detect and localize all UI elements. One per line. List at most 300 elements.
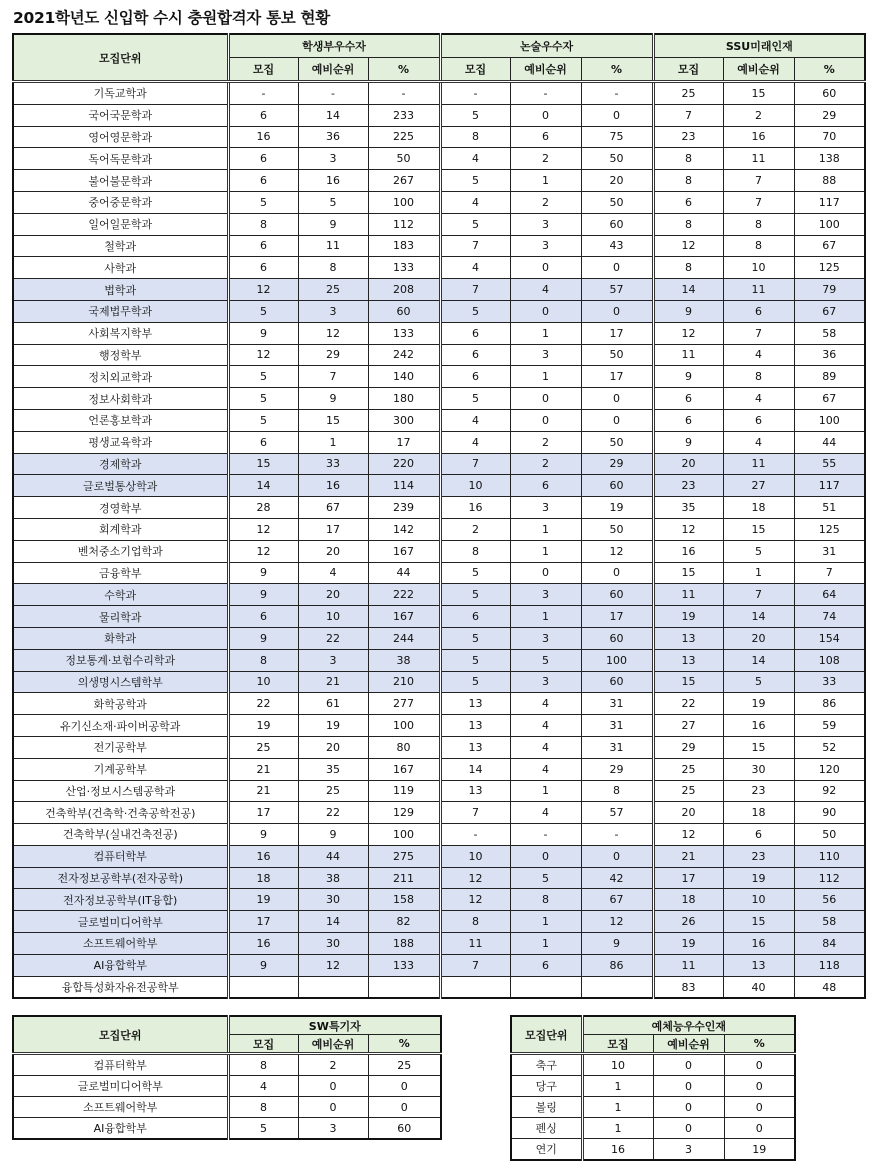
cell-value: 67 <box>794 388 865 410</box>
cell-value: 7 <box>440 279 510 301</box>
cell-value: 119 <box>368 780 440 802</box>
table-row <box>13 976 865 998</box>
sub-header: 모집 <box>228 58 298 82</box>
cell-value <box>368 976 440 998</box>
cell-value: 30 <box>298 933 368 955</box>
sub-header: 모집 <box>582 1035 653 1054</box>
cell-value: 12 <box>440 867 510 889</box>
cell-value: 14 <box>298 911 368 933</box>
cell-value: 29 <box>581 453 653 475</box>
cell-value: 0 <box>368 1076 441 1097</box>
cell-value: 40 <box>723 976 794 998</box>
cell-value: 0 <box>581 562 653 584</box>
cell-value: 5 <box>440 584 510 606</box>
cell-value: 4 <box>723 431 794 453</box>
cell-value: 0 <box>653 1118 724 1139</box>
cell-value: 44 <box>368 562 440 584</box>
cell-value: 19 <box>228 889 298 911</box>
cell-value: 210 <box>368 671 440 693</box>
cell-value: 3 <box>298 1118 368 1140</box>
cell-value: 5 <box>440 671 510 693</box>
cell-value: 3 <box>510 344 581 366</box>
table-row <box>13 388 865 410</box>
cell-value: 12 <box>298 322 368 344</box>
cell-value: 60 <box>368 300 440 322</box>
cell-value: 108 <box>794 649 865 671</box>
cell-value: 2 <box>440 518 510 540</box>
table-row <box>13 911 865 933</box>
cell-value: 4 <box>440 257 510 279</box>
cell-value: 1 <box>582 1118 653 1139</box>
table-row <box>13 736 865 758</box>
unit-name: 화학과 <box>13 627 228 649</box>
cell-value: 3 <box>510 671 581 693</box>
unit-name: 컴퓨터학부 <box>13 1054 228 1076</box>
cell-value: 18 <box>228 867 298 889</box>
cell-value: 74 <box>794 606 865 628</box>
table-row <box>13 279 865 301</box>
cell-value: 22 <box>653 693 723 715</box>
cell-value: 21 <box>228 780 298 802</box>
cell-value: 0 <box>581 409 653 431</box>
table-row <box>13 431 865 453</box>
cell-value: 4 <box>723 344 794 366</box>
cell-value: 12 <box>653 518 723 540</box>
cell-value: 50 <box>581 148 653 170</box>
cell-value: 133 <box>368 322 440 344</box>
cell-value: 211 <box>368 867 440 889</box>
cell-value: 1 <box>582 1097 653 1118</box>
cell-value: 16 <box>723 126 794 148</box>
cell-value: 56 <box>794 889 865 911</box>
table-row <box>13 540 865 562</box>
cell-value: 25 <box>368 1054 441 1076</box>
cell-value: 57 <box>581 279 653 301</box>
cell-value <box>298 976 368 998</box>
cell-value: 275 <box>368 845 440 867</box>
cell-value: 4 <box>440 191 510 213</box>
cell-value: 13 <box>440 693 510 715</box>
table-row <box>511 1054 795 1076</box>
table-row <box>13 758 865 780</box>
cell-value: 2 <box>510 431 581 453</box>
cell-value: 42 <box>581 867 653 889</box>
cell-value: 12 <box>653 824 723 846</box>
unit-name: 전자정보공학부(IT융합) <box>13 889 228 911</box>
cell-value: 70 <box>794 126 865 148</box>
table-row <box>13 1054 441 1076</box>
cell-value: 11 <box>298 235 368 257</box>
cell-value: 36 <box>298 126 368 148</box>
cell-value: 7 <box>723 170 794 192</box>
table-row <box>13 954 865 976</box>
cell-value: - <box>510 82 581 105</box>
cell-value: 120 <box>794 758 865 780</box>
cell-value: 6 <box>228 170 298 192</box>
cell-value: 0 <box>510 388 581 410</box>
cell-value: 2 <box>510 453 581 475</box>
cell-value: 12 <box>440 889 510 911</box>
cell-value: 17 <box>581 366 653 388</box>
cell-value: 8 <box>723 213 794 235</box>
header-row-groups <box>511 1016 795 1035</box>
cell-value: 100 <box>581 649 653 671</box>
cell-value: 82 <box>368 911 440 933</box>
cell-value: 5 <box>723 540 794 562</box>
cell-value: 19 <box>653 606 723 628</box>
cell-value: 0 <box>653 1097 724 1118</box>
table-row <box>13 802 865 824</box>
main-admission-table <box>12 33 866 999</box>
table-row <box>13 824 865 846</box>
cell-value: 0 <box>581 300 653 322</box>
unit-name: 정보통계·보험수리학과 <box>13 649 228 671</box>
sub-header: 예비순위 <box>653 1035 724 1054</box>
sub-header: 모집 <box>440 58 510 82</box>
sub-header: 예비순위 <box>298 1035 368 1054</box>
group-header: 논술우수자 <box>440 34 653 58</box>
cell-value: - <box>440 82 510 105</box>
cell-value: 10 <box>440 845 510 867</box>
cell-value: 6 <box>228 257 298 279</box>
cell-value: 9 <box>298 824 368 846</box>
unit-name: 산업·정보시스템공학과 <box>13 780 228 802</box>
cell-value: 7 <box>653 104 723 126</box>
cell-value: 5 <box>723 671 794 693</box>
cell-value: 8 <box>228 649 298 671</box>
cell-value: 167 <box>368 540 440 562</box>
unit-name: 회계학과 <box>13 518 228 540</box>
cell-value: 4 <box>510 279 581 301</box>
unit-name: 불어불문학과 <box>13 170 228 192</box>
cell-value: 21 <box>653 845 723 867</box>
cell-value: 0 <box>298 1097 368 1118</box>
table-row <box>13 104 865 126</box>
cell-value: 8 <box>653 148 723 170</box>
cell-value: 12 <box>653 235 723 257</box>
cell-value: 5 <box>228 409 298 431</box>
cell-value: 6 <box>653 409 723 431</box>
cell-value: 0 <box>510 300 581 322</box>
table-row <box>13 213 865 235</box>
cell-value: 31 <box>581 715 653 737</box>
unit-name: 수학과 <box>13 584 228 606</box>
table-row <box>13 344 865 366</box>
cell-value: 242 <box>368 344 440 366</box>
cell-value: 180 <box>368 388 440 410</box>
cell-value: 27 <box>723 475 794 497</box>
table-row <box>511 1097 795 1118</box>
cell-value: 300 <box>368 409 440 431</box>
cell-value: 33 <box>794 671 865 693</box>
cell-value: 19 <box>298 715 368 737</box>
sub-header: % <box>794 58 865 82</box>
cell-value: 15 <box>228 453 298 475</box>
cell-value: 114 <box>368 475 440 497</box>
cell-value: 1 <box>723 562 794 584</box>
cell-value: 167 <box>368 606 440 628</box>
cell-value: 10 <box>723 257 794 279</box>
cell-value: 12 <box>653 322 723 344</box>
cell-value: 57 <box>581 802 653 824</box>
cell-value: 4 <box>510 736 581 758</box>
cell-value: 18 <box>723 802 794 824</box>
cell-value: 239 <box>368 497 440 519</box>
cell-value: 30 <box>723 758 794 780</box>
cell-value: 3 <box>298 148 368 170</box>
cell-value: 17 <box>298 518 368 540</box>
cell-value: 12 <box>228 279 298 301</box>
cell-value: 3 <box>510 584 581 606</box>
unit-name: 유기신소재·파이버공학과 <box>13 715 228 737</box>
cell-value: 8 <box>440 540 510 562</box>
table-row <box>13 671 865 693</box>
table-row <box>13 409 865 431</box>
cell-value: 60 <box>581 671 653 693</box>
cell-value: 10 <box>228 671 298 693</box>
cell-value: 5 <box>440 170 510 192</box>
cell-value: 125 <box>794 518 865 540</box>
cell-value: 8 <box>723 366 794 388</box>
unit-name: 화학공학과 <box>13 693 228 715</box>
cell-value: 11 <box>440 933 510 955</box>
cell-value: - <box>298 82 368 105</box>
cell-value: 0 <box>368 1097 441 1118</box>
table-row <box>13 453 865 475</box>
table-row <box>13 518 865 540</box>
group-header: 예체능우수인재 <box>582 1016 795 1035</box>
table-row <box>511 1139 795 1161</box>
cell-value: 83 <box>653 976 723 998</box>
table-row <box>13 235 865 257</box>
cell-value: 5 <box>228 1118 298 1140</box>
group-header: 학생부우수자 <box>228 34 440 58</box>
cell-value: 5 <box>228 300 298 322</box>
unit-name: 글로벌미디어학부 <box>13 1076 228 1097</box>
cell-value: 20 <box>298 736 368 758</box>
cell-value: 4 <box>298 562 368 584</box>
cell-value: 16 <box>723 933 794 955</box>
unit-name: 전기공학부 <box>13 736 228 758</box>
cell-value: 133 <box>368 954 440 976</box>
cell-value: 5 <box>440 649 510 671</box>
cell-value: 23 <box>723 845 794 867</box>
cell-value: 9 <box>228 627 298 649</box>
table-row <box>13 366 865 388</box>
unit-name: 기계공학부 <box>13 758 228 780</box>
unit-name: 국어국문학과 <box>13 104 228 126</box>
table-row <box>13 497 865 519</box>
cell-value: 6 <box>440 344 510 366</box>
table-row <box>13 933 865 955</box>
unit-name: 금융학부 <box>13 562 228 584</box>
cell-value: 50 <box>581 344 653 366</box>
cell-value: 13 <box>440 736 510 758</box>
cell-value: 277 <box>368 693 440 715</box>
cell-value: 29 <box>581 758 653 780</box>
cell-value: 3 <box>510 627 581 649</box>
cell-value: 17 <box>653 867 723 889</box>
cell-value: 9 <box>298 213 368 235</box>
cell-value: 0 <box>581 257 653 279</box>
cell-value: 9 <box>228 562 298 584</box>
cell-value: 1 <box>510 518 581 540</box>
cell-value: 100 <box>368 824 440 846</box>
cell-value: 6 <box>653 191 723 213</box>
cell-value: 5 <box>440 388 510 410</box>
cell-value: 11 <box>723 279 794 301</box>
cell-value: 16 <box>228 126 298 148</box>
cell-value: 7 <box>440 453 510 475</box>
sub-header: 예비순위 <box>510 58 581 82</box>
cell-value: 100 <box>368 715 440 737</box>
unit-name: 소프트웨어학부 <box>13 933 228 955</box>
cell-value: 0 <box>581 845 653 867</box>
unit-name: 일어일문학과 <box>13 213 228 235</box>
cell-value: 110 <box>794 845 865 867</box>
cell-value: 19 <box>724 1139 795 1161</box>
cell-value: 208 <box>368 279 440 301</box>
cell-value: 8 <box>510 889 581 911</box>
cell-value: 67 <box>298 497 368 519</box>
cell-value: 67 <box>794 300 865 322</box>
unit-name: 정보사회학과 <box>13 388 228 410</box>
cell-value: 60 <box>581 213 653 235</box>
cell-value: 112 <box>794 867 865 889</box>
cell-value: 20 <box>653 802 723 824</box>
unit-name: 사학과 <box>13 257 228 279</box>
table-row <box>511 1118 795 1139</box>
cell-value: 13 <box>653 627 723 649</box>
cell-value: 26 <box>653 911 723 933</box>
cell-value: 16 <box>653 540 723 562</box>
unit-name: 경제학과 <box>13 453 228 475</box>
cell-value: 21 <box>228 758 298 780</box>
unit-name: 연기 <box>511 1139 582 1161</box>
cell-value: 86 <box>794 693 865 715</box>
cell-value: 15 <box>723 518 794 540</box>
cell-value: 117 <box>794 475 865 497</box>
cell-value: 3 <box>510 213 581 235</box>
cell-value: 225 <box>368 126 440 148</box>
cell-value: 0 <box>724 1097 795 1118</box>
cell-value: 16 <box>440 497 510 519</box>
table-row <box>13 627 865 649</box>
cell-value: 50 <box>368 148 440 170</box>
cell-value: 11 <box>653 954 723 976</box>
cell-value: 9 <box>228 322 298 344</box>
cell-value: 12 <box>228 540 298 562</box>
unit-name: 축구 <box>511 1054 582 1076</box>
cell-value: 20 <box>723 627 794 649</box>
unit-header: 모집단위 <box>13 34 228 82</box>
cell-value: 52 <box>794 736 865 758</box>
cell-value: 138 <box>794 148 865 170</box>
cell-value: 14 <box>228 475 298 497</box>
cell-value: 9 <box>653 366 723 388</box>
cell-value: 15 <box>653 562 723 584</box>
cell-value: 48 <box>794 976 865 998</box>
cell-value: 44 <box>794 431 865 453</box>
unit-header: 모집단위 <box>511 1016 582 1054</box>
sub-header: 예비순위 <box>723 58 794 82</box>
cell-value: 25 <box>298 780 368 802</box>
cell-value: 8 <box>653 170 723 192</box>
cell-value: 50 <box>581 431 653 453</box>
table-row <box>13 82 865 105</box>
cell-value: 23 <box>653 126 723 148</box>
cell-value: 3 <box>653 1139 724 1161</box>
table-row <box>13 300 865 322</box>
sub-header: 예비순위 <box>298 58 368 82</box>
table-row <box>13 889 865 911</box>
cell-value: 4 <box>228 1076 298 1097</box>
cell-value: 0 <box>510 845 581 867</box>
cell-value: 58 <box>794 322 865 344</box>
cell-value: - <box>510 824 581 846</box>
unit-name: 중어중문학과 <box>13 191 228 213</box>
cell-value: 1 <box>510 366 581 388</box>
cell-value: 19 <box>228 715 298 737</box>
cell-value: 0 <box>581 388 653 410</box>
cell-value: 12 <box>581 540 653 562</box>
cell-value: 0 <box>510 562 581 584</box>
table-row <box>13 322 865 344</box>
table-row <box>13 1118 441 1140</box>
cell-value: 31 <box>794 540 865 562</box>
cell-value: 16 <box>228 933 298 955</box>
table-row <box>13 606 865 628</box>
cell-value: 220 <box>368 453 440 475</box>
cell-value: 67 <box>794 235 865 257</box>
cell-value: 12 <box>298 954 368 976</box>
sub-header: 모집 <box>228 1035 298 1054</box>
unit-name: 법학과 <box>13 279 228 301</box>
cell-value: 33 <box>298 453 368 475</box>
cell-value: 60 <box>581 475 653 497</box>
cell-value: 4 <box>440 148 510 170</box>
header-row-groups <box>13 1016 441 1035</box>
cell-value: 36 <box>794 344 865 366</box>
cell-value: - <box>440 824 510 846</box>
cell-value <box>510 976 581 998</box>
cell-value: 11 <box>723 453 794 475</box>
cell-value: 7 <box>723 191 794 213</box>
cell-value: 25 <box>653 780 723 802</box>
cell-value: 15 <box>653 671 723 693</box>
table-row <box>13 584 865 606</box>
cell-value: 19 <box>723 693 794 715</box>
cell-value: 10 <box>440 475 510 497</box>
cell-value: 7 <box>794 562 865 584</box>
cell-value: 92 <box>794 780 865 802</box>
unit-name: 철학과 <box>13 235 228 257</box>
unit-header: 모집단위 <box>13 1016 228 1054</box>
cell-value: 5 <box>440 104 510 126</box>
cell-value: - <box>581 82 653 105</box>
cell-value: 15 <box>723 736 794 758</box>
unit-name: 평생교육학과 <box>13 431 228 453</box>
cell-value: 7 <box>440 954 510 976</box>
cell-value: 3 <box>298 300 368 322</box>
cell-value: 6 <box>510 126 581 148</box>
cell-value: 6 <box>228 606 298 628</box>
page-title: 2021학년도 신입학 수시 충원합격자 통보 현황 <box>13 9 330 27</box>
table-row <box>13 1076 441 1097</box>
cell-value: 1 <box>510 540 581 562</box>
table-row <box>13 148 865 170</box>
cell-value: 222 <box>368 584 440 606</box>
